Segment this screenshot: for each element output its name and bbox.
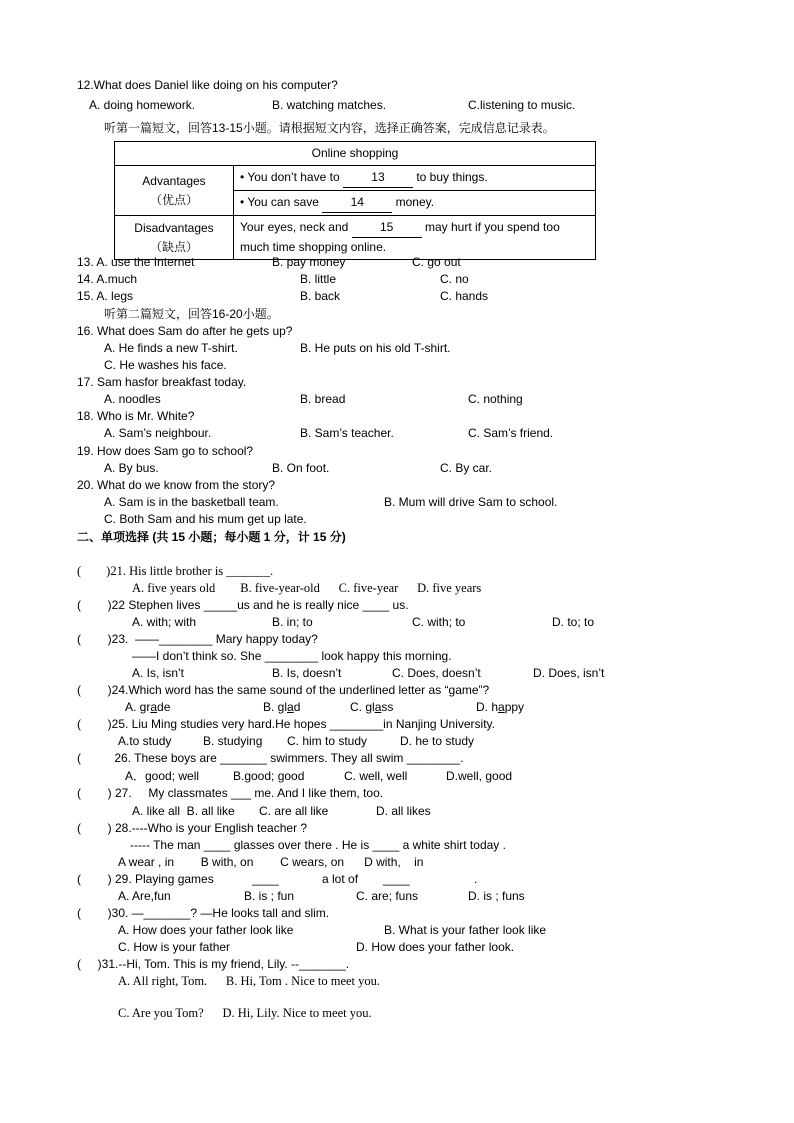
q25-option-d: D. he to study <box>400 734 475 748</box>
q26-option-d: D.well, good <box>446 769 513 783</box>
advantages-label: Advantages （优点） <box>115 166 234 216</box>
q24-question: ( )24.Which word has the same sound of the underlined letter as “game”? <box>77 683 490 697</box>
q22-question: ( )22 Stephen lives _____us and he is really nice ____ us. <box>77 598 409 612</box>
section2-title: 二、单项选择 (共 15 小题；每小题 1 分，计 15 分) <box>77 530 346 544</box>
advantage-row-2: • You can save 14 money. <box>234 191 596 216</box>
table-title: Online shopping <box>115 142 596 166</box>
q26-option-b: B.good; good <box>233 769 305 783</box>
q17-option-a: A. noodles <box>104 392 161 406</box>
q15-option-c: C. hands <box>440 289 489 303</box>
q17-option-c: C. nothing <box>468 392 523 406</box>
q29-option-d: D. is ; funs <box>468 889 525 903</box>
q20-option-b: B. Mum will drive Sam to school. <box>384 495 558 509</box>
q27-question: ( ) 27. My classmates ___ me. And I like them, too. <box>77 786 384 800</box>
disadvantages-label: Disadvantages （缺点） <box>115 216 234 260</box>
q24-option-d: D. happy <box>476 700 525 714</box>
q20-option-a: A. Sam is in the basketball team. <box>104 495 279 509</box>
q12-question: 12.What does Daniel like doing on his computer? <box>77 78 338 92</box>
q28-question: ( ) 28.----Who is your English teacher ? <box>77 821 308 835</box>
q30-option-a: A. How does your father look like <box>118 923 294 937</box>
q24-option-b: B. glad <box>263 700 301 714</box>
q24-option-a: A. grade <box>125 700 171 714</box>
q19-option-a: A. By bus. <box>104 461 159 475</box>
q26-question: ( 26. These boys are _______ swimmers. They all swim ________. <box>77 751 464 765</box>
q24-option-c: C. glass <box>350 700 394 714</box>
q19-question: 19. How does Sam go to school? <box>77 444 254 458</box>
q27-option-d: D. all likes <box>376 804 431 818</box>
q28-options: A wear , in B with, on C wears, on D with, in <box>118 855 424 869</box>
q15-option-a: 15. A. legs <box>77 289 134 303</box>
q30-question: ( )30. —_______? —He looks tall and slim. <box>77 906 330 920</box>
q14-option-a: 14. A.much <box>77 272 138 286</box>
q18-option-c: C. Sam’s friend. <box>468 426 554 440</box>
q26-option-c: C. well, well <box>344 769 408 783</box>
q17-option-b: B. bread <box>300 392 346 406</box>
online-shopping-table <box>114 141 596 260</box>
q29-option-c: C. are; funs <box>356 889 419 903</box>
q30-option-c: C. How is your father <box>118 940 231 954</box>
q18-option-b: B. Sam’s teacher. <box>300 426 394 440</box>
q18-option-a: A. Sam’s neighbour. <box>104 426 212 440</box>
q13-option-a: 13. A. use the Internet <box>77 255 195 269</box>
q30-option-b: B. What is your father look like <box>384 923 547 937</box>
q16-option-c: C. He washes his face. <box>104 358 227 372</box>
q29-question: ( ) 29. Playing games <box>77 872 214 886</box>
q16-option-b: B. He puts on his old T-shirt. <box>300 341 451 355</box>
q22-option-b: B. in; to <box>272 615 313 629</box>
q13-option-c: C. go out <box>412 255 461 269</box>
q25-question: ( )25. Liu Ming studies very hard.He hopes ________in Nanjing University. <box>77 717 495 731</box>
q15-option-b: B. back <box>300 289 341 303</box>
passage2-intro: 听第二篇短文，回答16-20小题。 <box>104 307 279 321</box>
q27-option-ab: A. like all B. all like <box>132 804 235 818</box>
q23-option-c: C. Does, doesn’t <box>392 666 481 680</box>
q29-option-b: B. is ; fun <box>244 889 295 903</box>
q23-option-a: A. Is, isn’t <box>132 666 185 680</box>
q29-blank-2: ____ <box>383 872 410 886</box>
blank-14: 14 <box>322 193 392 213</box>
q18-question: 18. Who is Mr. White? <box>77 409 195 423</box>
q27-option-c: C. are all like <box>259 804 329 818</box>
passage1-intro: 听第一篇短文，回答13-15小题。请根据短文内容，选择正确答案，完成信息记录表。 <box>104 121 555 135</box>
q23-question: ( )23. ——________ Mary happy today? <box>77 632 318 646</box>
q22-option-c: C. with; to <box>412 615 466 629</box>
q25-option-a: A.to study <box>118 734 172 748</box>
q12-option-a: A. doing homework. <box>89 98 196 112</box>
q25-option-b: B. studying <box>203 734 263 748</box>
advantage-row-1: • You don’t have to 13 to buy things. <box>234 166 596 191</box>
q28-line2: ----- The man ____ glasses over there . He is ____ a white shirt today . <box>130 838 506 852</box>
q14-option-b: B. little <box>300 272 337 286</box>
blank-15: 15 <box>352 218 422 238</box>
q26-option-a: A．good; well <box>125 769 200 783</box>
q29-option-a: A. Are,fun <box>118 889 171 903</box>
q23-option-b: B. Is, doesn’t <box>272 666 342 680</box>
q13-option-b: B. pay money <box>272 255 346 269</box>
blank-13: 13 <box>343 168 413 188</box>
q31-options-2: C. Are you Tom? D. Hi, Lily. Nice to meet you. <box>118 1006 372 1020</box>
q16-question: 16. What does Sam do after he gets up? <box>77 324 293 338</box>
q19-option-b: B. On foot. <box>272 461 330 475</box>
q21-options: A. five years old B. five-year-old C. five-year D. five years <box>132 581 482 595</box>
q14-option-c: C. no <box>440 272 469 286</box>
disadvantage-row: Your eyes, neck and 15 may hurt if you spend too much time shopping online. <box>234 216 596 260</box>
q17-question: 17. Sam hasfor breakfast today. <box>77 375 247 389</box>
q22-option-a: A. with; with <box>132 615 197 629</box>
q12-option-c: C.listening to music. <box>468 98 576 112</box>
q22-option-d: D. to; to <box>552 615 595 629</box>
q25-option-c: C. him to study <box>287 734 368 748</box>
q31-options-1: A. All right, Tom. B. Hi, Tom . Nice to meet you. <box>118 974 381 988</box>
q23-option-d: D. Does, isn’t <box>533 666 605 680</box>
q16-option-a: A. He finds a new T-shirt. <box>104 341 238 355</box>
q19-option-c: C. By car. <box>440 461 493 475</box>
q21-question: ( )21. His little brother is _______. <box>77 564 274 578</box>
q20-option-c: C. Both Sam and his mum get up late. <box>104 512 307 526</box>
q23-line2: ——I don’t think so. She ________ look happy this morning. <box>132 649 452 663</box>
q20-question: 20. What do we know from the story? <box>77 478 276 492</box>
q31-question: ( )31.--Hi, Tom. This is my friend, Lily. --_______. <box>77 957 350 971</box>
q29-blank-1: ____ <box>252 872 279 886</box>
q29-end: . <box>474 872 478 886</box>
q12-option-b: B. watching matches. <box>272 98 387 112</box>
q29-mid: a lot of <box>322 872 359 886</box>
q30-option-d: D. How does your father look. <box>356 940 515 954</box>
